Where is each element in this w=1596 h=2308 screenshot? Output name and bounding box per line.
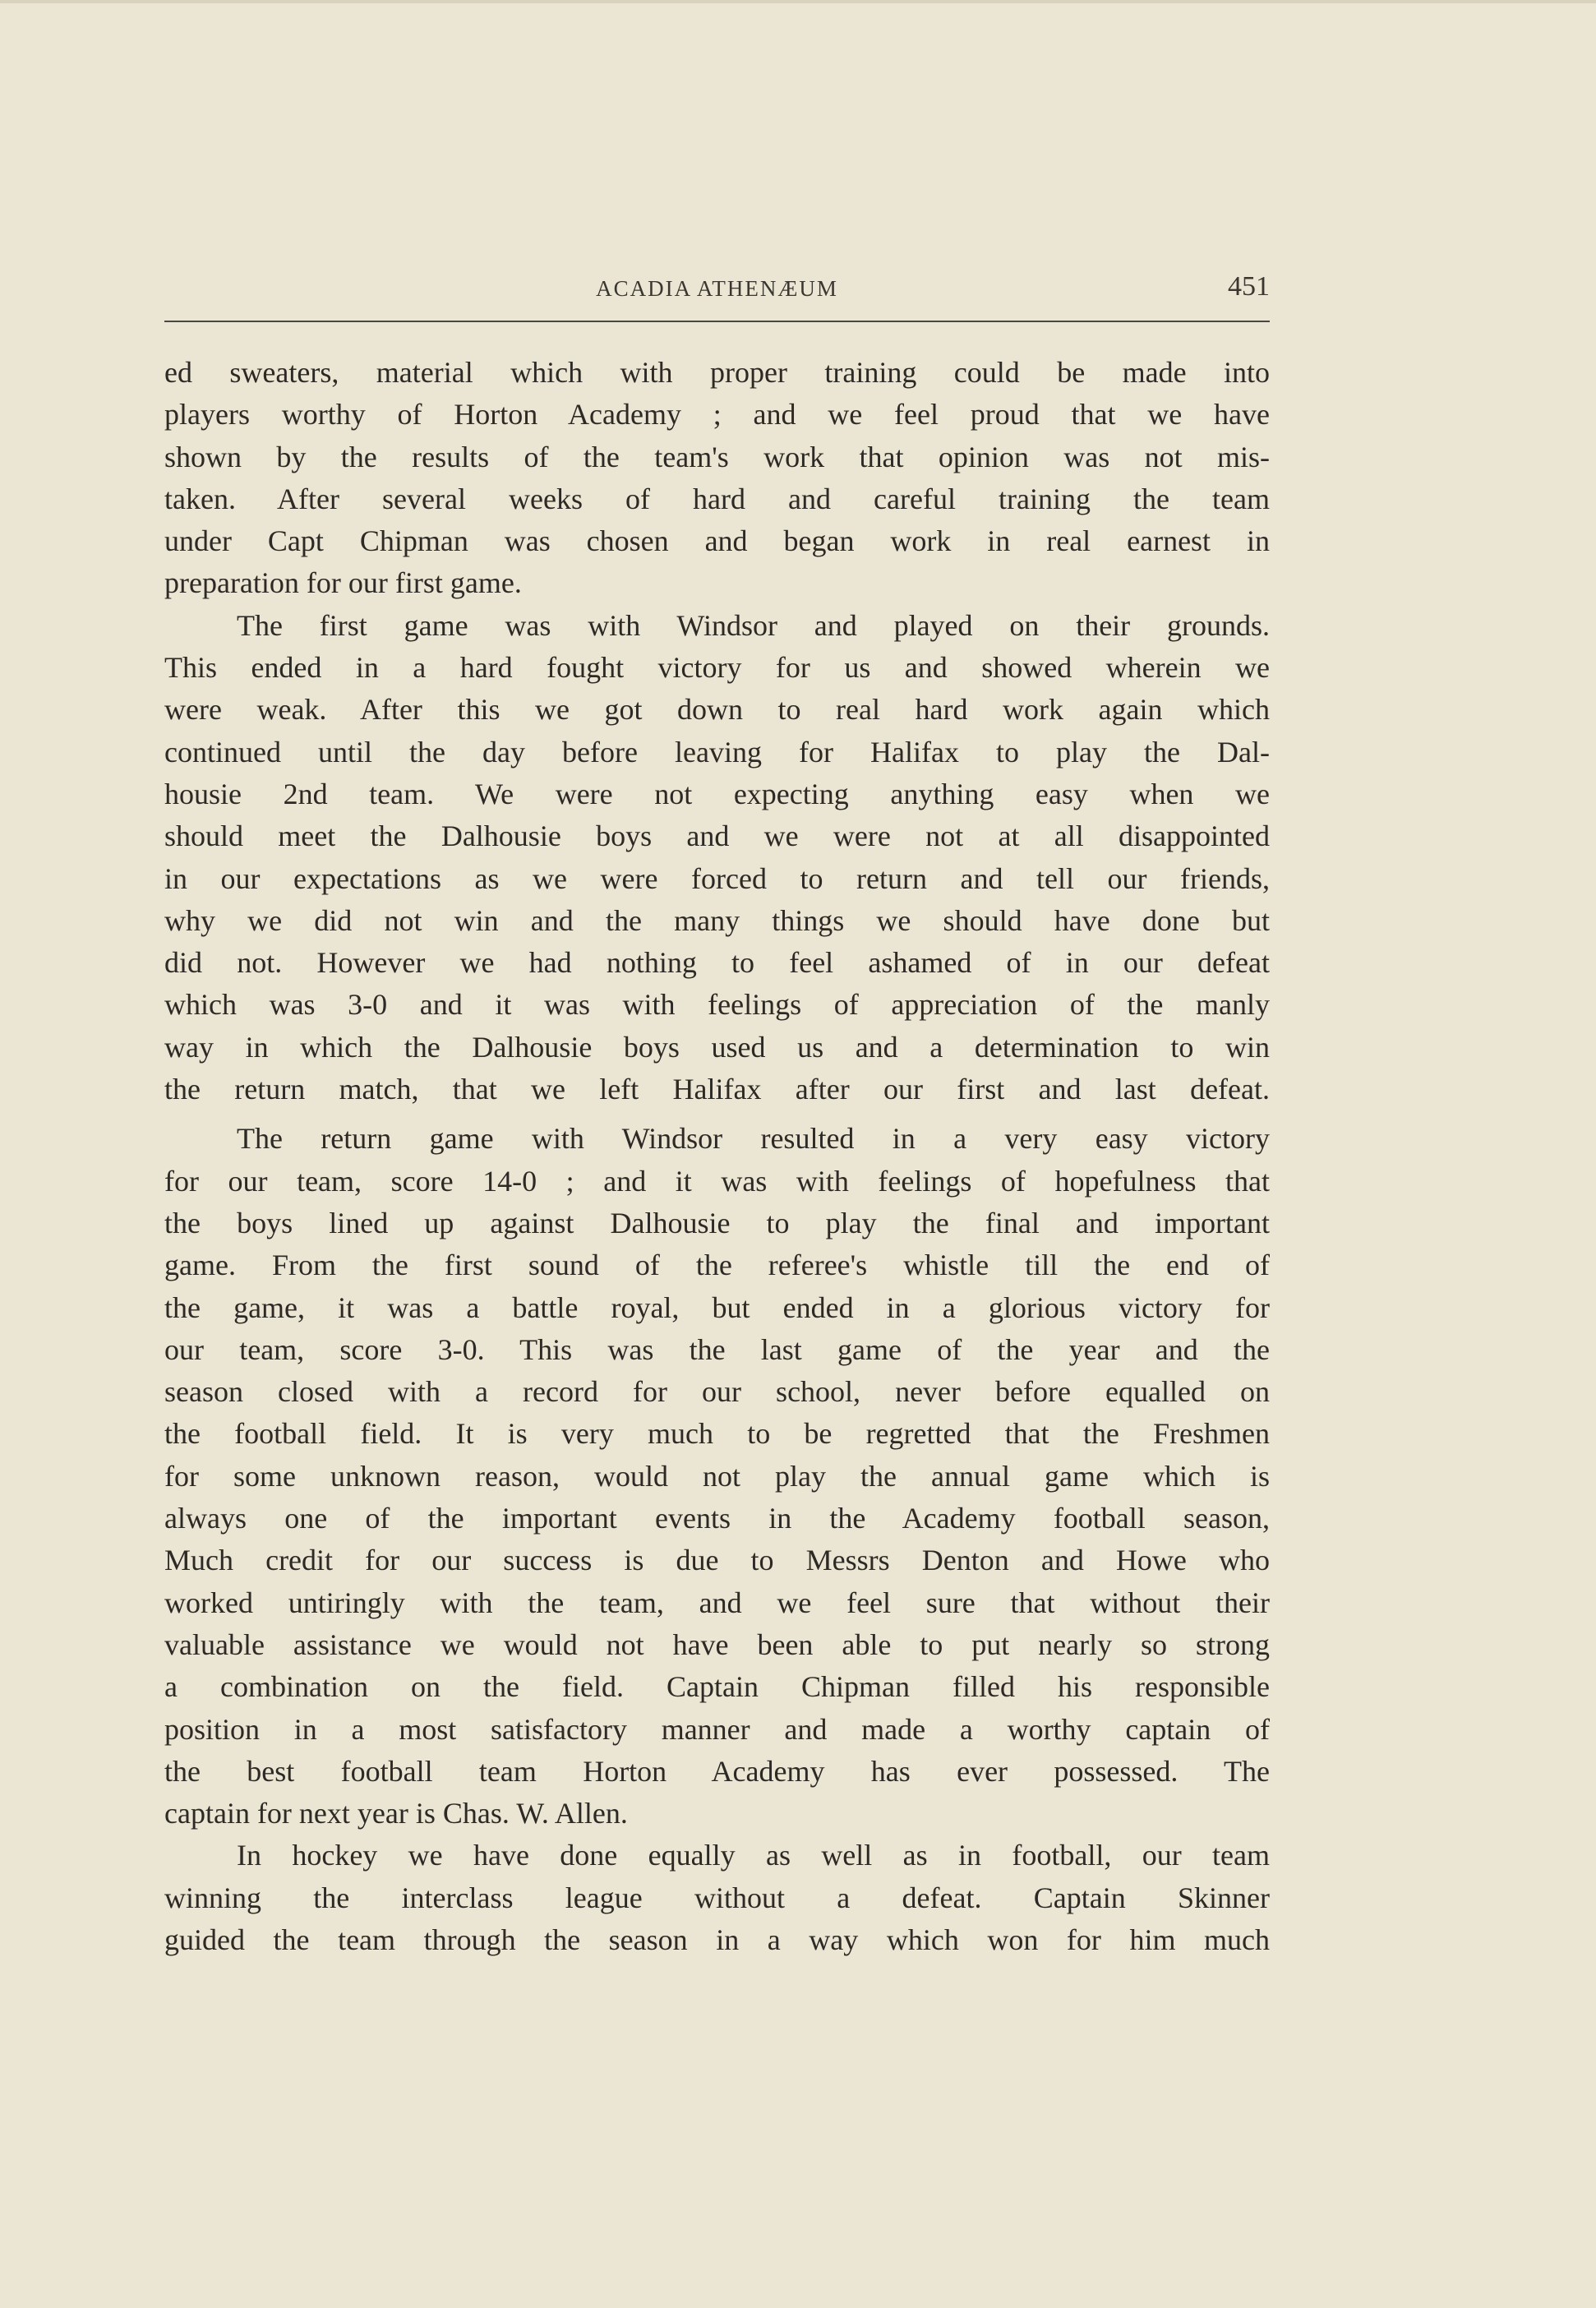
paragraph (164, 352, 1270, 605)
text-line: ed sweaters, material which with proper training could be made into (164, 356, 1270, 389)
text-line: taken. After several weeks of hard and careful training the team (164, 482, 1270, 515)
text-line: position in a most satisfactory manner and made a worthy captain of (164, 1712, 1270, 1746)
paragraph (164, 605, 1270, 1111)
text-line: worked untiringly with the team, and we feel sure that without their (164, 1586, 1270, 1619)
running-header (164, 271, 1270, 322)
text-line: This ended in a hard fought victory for us and showed wherein we (164, 651, 1270, 685)
text-line: always one of the important events in the Academy football season, (164, 1502, 1270, 1535)
text-line: way in which the Dalhousie boys used us and a determination to win (164, 1030, 1270, 1064)
page-number: 451 (1228, 271, 1270, 302)
text-line: valuable assistance we would not have been able to put nearly so strong (164, 1627, 1270, 1661)
text-line: the boys lined up against Dalhousie to play the final and important (164, 1206, 1270, 1239)
text-line: for some unknown reason, would not play the annual game which is (164, 1459, 1270, 1493)
text-line: the football field. It is very much to be regretted that the Freshmen (164, 1417, 1270, 1451)
text-line: did not. However we had nothing to feel ashamed of in our defeat (164, 946, 1270, 980)
text-line: the best football team Horton Academy has ever possessed. The (164, 1754, 1270, 1788)
text-line: winning the interclass league without a defeat. Captain Skinner (164, 1881, 1270, 1914)
text-line: guided the team through the season in a way which won for him much (164, 1923, 1270, 1956)
text-line: players worthy of Horton Academy ; and we feel proud that we have (164, 398, 1270, 432)
text-line: game. From the first sound of the referee's whistle till the end of (164, 1249, 1270, 1282)
text-line: were weak. After this we got down to real hard work again which (164, 693, 1270, 727)
text-line: shown by the results of the team's work that opinion was not mis- (164, 440, 1270, 473)
text-line: the return match, that we left Halifax after our first and last defeat. (164, 1073, 1270, 1106)
text-line: which was 3-0 and it was with feelings of appreciation of the manly (164, 988, 1270, 1022)
text-line: why we did not win and the many things we should have done but (164, 903, 1270, 937)
text-line: preparation for our first game. (164, 566, 522, 600)
text-line: in our expectations as we were forced to return and tell our friends, (164, 861, 1270, 895)
text-line: Much credit for our success is due to Messrs Denton and Howe who (164, 1544, 1270, 1577)
text-line: housie 2nd team. We were not expecting anything easy when we (164, 777, 1270, 810)
text-line: The return game with Windsor resulted in a very easy victory (237, 1122, 1270, 1156)
text-line: our team, score 3-0. This was the last game of the year and the (164, 1332, 1270, 1366)
text-line: season closed with a record for our school, never before equalled on (164, 1375, 1270, 1409)
paragraph (164, 1118, 1270, 1835)
page-edge (0, 0, 1596, 3)
text-line: In hockey we have done equally as well as in football, our team (237, 1839, 1270, 1872)
text-line: for our team, score 14-0 ; and it was with feelings of hopefulness that (164, 1164, 1270, 1198)
text-line: under Capt Chipman was chosen and began work in real earnest in (164, 524, 1270, 558)
text-line: The first game was with Windsor and played on their grounds. (237, 608, 1270, 642)
text-line: continued until the day before leaving for Halifax to play the Dal- (164, 735, 1270, 769)
paragraph (164, 1835, 1270, 1961)
text-line: the game, it was a battle royal, but ended in a glorious victory for (164, 1290, 1270, 1324)
text-line: should meet the Dalhousie boys and we were not at all disappointed (164, 819, 1270, 853)
text-line: captain for next year is Chas. W. Allen. (164, 1797, 628, 1830)
article-body (164, 352, 1270, 1961)
running-title: ACADIA ATHENÆUM (596, 276, 838, 301)
text-line: a combination on the field. Captain Chipman filled his responsible (164, 1670, 1270, 1704)
